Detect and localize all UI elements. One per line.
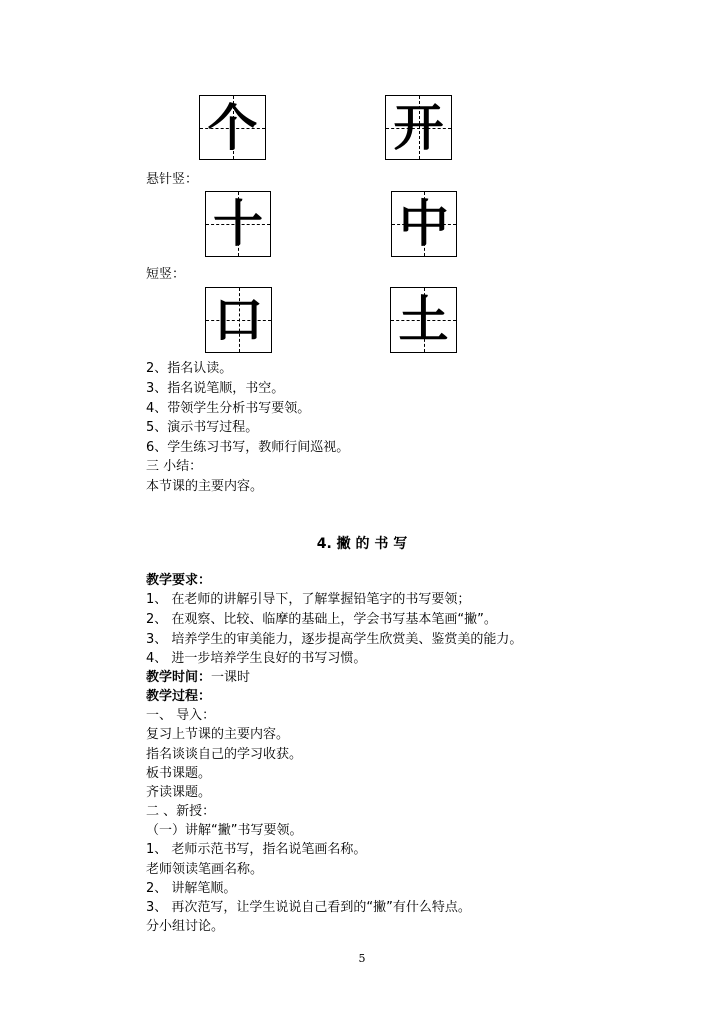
requirement-item: 4、 进一步培养学生良好的书写习惯。 [146, 651, 367, 666]
character-grid-shi [205, 191, 271, 257]
character-grid-kou [205, 287, 272, 353]
step-line: 3、指名说笔顺，书空。 [146, 381, 285, 396]
grid-character: 个 [207, 98, 258, 157]
grid-character: 中 [399, 195, 449, 253]
step-line: 三 小结： [146, 459, 203, 474]
grid-character: 十 [213, 195, 263, 253]
grid-character: 土 [398, 291, 449, 349]
step-line: 5、演示书写过程。 [146, 420, 259, 435]
step-line: 2、指名认读。 [146, 361, 233, 376]
grid-character: 开 [393, 98, 444, 157]
process-item: 指名谈谈自己的学习收获。 [146, 747, 303, 762]
process-item: 一、 导入： [146, 708, 216, 723]
process-item: 老师领读笔画名称。 [146, 862, 264, 877]
character-grid-kai [385, 95, 452, 160]
teaching-time-value: 一课时 [211, 670, 251, 685]
teaching-time-heading: 教学时间： [146, 670, 212, 685]
process-heading: 教学过程： [146, 689, 212, 704]
section-title: 4. 撇 的 书 写 [316, 536, 408, 552]
process-item: 齐读课题。 [146, 785, 212, 800]
label-duanshu: 短竖： [146, 267, 186, 282]
process-item: （一）讲解“撇”书写要领。 [146, 823, 303, 838]
process-item: 复习上节课的主要内容。 [146, 727, 290, 742]
process-item: 板书课题。 [146, 766, 212, 781]
character-grid-tu [390, 287, 457, 353]
page-number: 5 [358, 952, 366, 965]
requirements-heading: 教学要求： [146, 573, 212, 588]
teaching-time [146, 668, 250, 688]
process-item: 1、 老师示范书写，指名说笔画名称。 [146, 842, 367, 857]
step-line: 6、学生练习书写，教师行间巡视。 [146, 440, 350, 455]
character-grid-zhong [391, 191, 457, 257]
grid-character: 口 [213, 291, 264, 349]
step-line: 4、带领学生分析书写要领。 [146, 401, 311, 416]
requirement-item: 3、 培养学生的审美能力，逐步提高学生欣赏美、鉴赏美的能力。 [146, 632, 523, 647]
step-line: 本节课的主要内容。 [146, 479, 264, 494]
process-item: 2、 讲解笔顺。 [146, 881, 237, 896]
process-item: 分小组讨论。 [146, 919, 225, 934]
character-grid-ge [199, 95, 266, 160]
label-xuanzhenshu: 悬针竖： [146, 172, 199, 187]
requirement-item: 2、 在观察、比较、临摩的基础上，学会书写基本笔画“撇”。 [146, 612, 497, 627]
process-item: 二 、新授： [146, 804, 216, 819]
requirement-item: 1、 在老师的讲解引导下，了解掌握铅笔字的书写要领； [146, 592, 471, 607]
process-item: 3、 再次范写，让学生说说自己看到的“撇”有什么特点。 [146, 900, 471, 915]
